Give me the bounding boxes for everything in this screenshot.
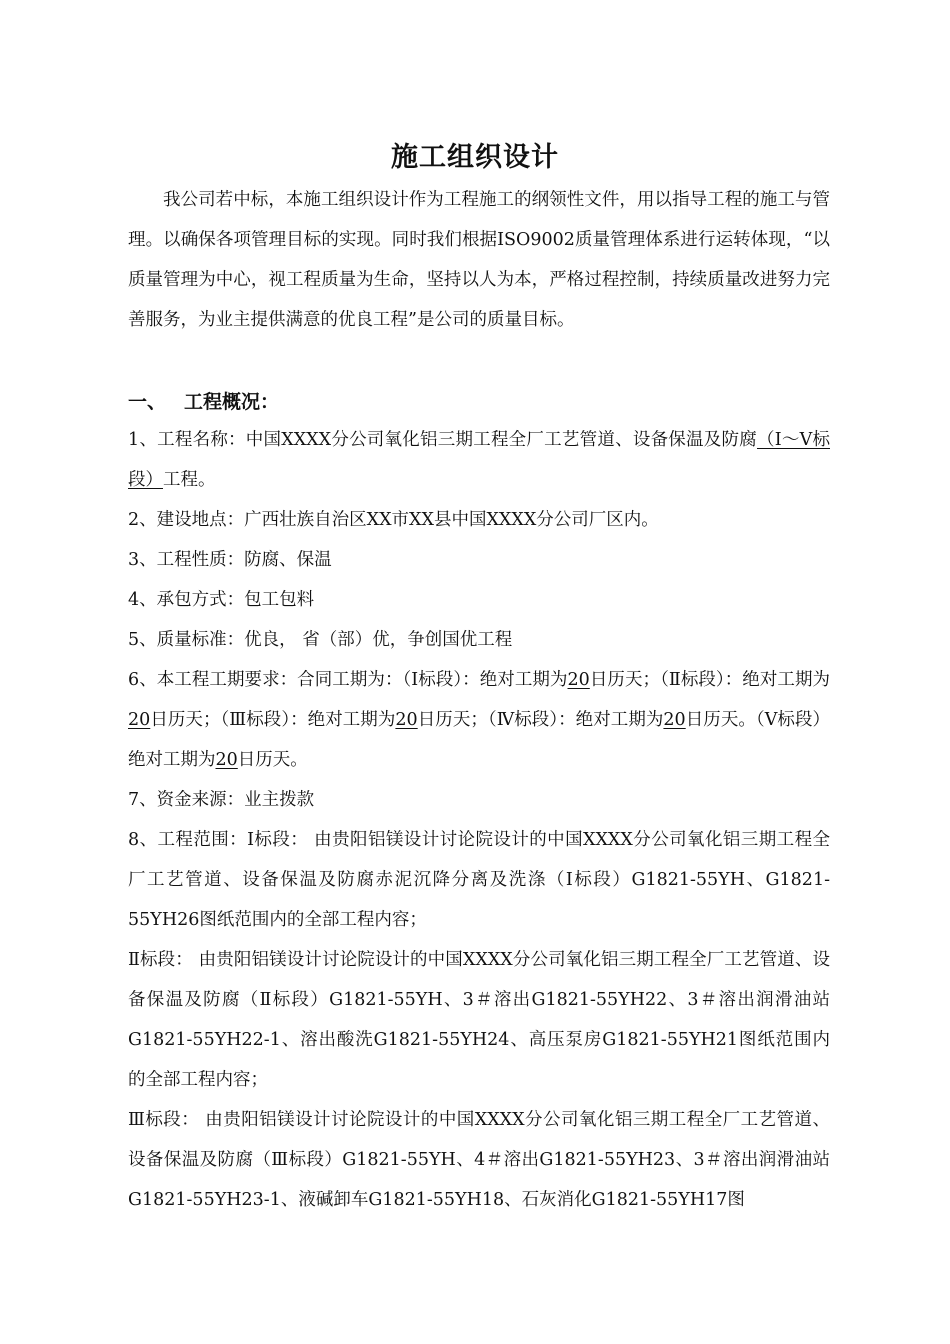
item-text: 日历天。 bbox=[237, 750, 308, 770]
item-text: 6、本工程工期要求：合同工期为：（Ⅰ标段）：绝对工期为 bbox=[128, 670, 568, 690]
list-item-project-name bbox=[128, 420, 830, 500]
duration-value: 20 bbox=[567, 670, 590, 690]
item-text: 日历天；（Ⅱ标段）：绝对工期为 bbox=[589, 670, 830, 690]
item-text: 日历天。（Ⅴ标段）绝对工期为 bbox=[128, 710, 831, 770]
item-text: 日历天；（Ⅲ标段）：绝对工期为 bbox=[150, 710, 396, 730]
item-text: 工程。 bbox=[163, 470, 216, 490]
overview-list bbox=[128, 420, 830, 1220]
duration-value: 20 bbox=[663, 710, 686, 730]
duration-value: 20 bbox=[128, 710, 151, 730]
list-item-nature: 3、工程性质：防腐、保温 bbox=[128, 550, 332, 570]
list-item-contract-mode: 4、承包方式：包工包料 bbox=[128, 590, 315, 610]
list-item-scope-section-2: Ⅱ标段： 由贵阳铝镁设计讨论院设计的中国XXXX分公司氧化铝三期工程全厂工艺管道、设备保温及防腐（Ⅱ标段）G1821-55YH、3＃溶出G1821-55YH22、3＃溶出润滑油站G1821-55YH22-1、溶出酸洗G1821-55YH24、高压泵房G1821-55YH21图纸范围内的全部工程内容； bbox=[128, 950, 830, 1090]
list-item-quality-standard: 5、质量标准：优良， 省（部）优，争创国优工程 bbox=[128, 630, 513, 650]
list-item-scope-section-3: Ⅲ标段： 由贵阳铝镁设计讨论院设计的中国XXXX分公司氧化铝三期工程全厂工艺管道、设备保温及防腐（Ⅲ标段）G1821-55YH、4＃溶出G1821-55YH23、3＃溶出润滑油站G1821-55YH23-1、液碱卸车G1821-55YH18、石灰消化G1821-55YH17图 bbox=[128, 1110, 830, 1210]
section-title: 工程概况： bbox=[184, 391, 280, 413]
list-item-scope-section-1: 8、工程范围：Ⅰ标段： 由贵阳铝镁设计讨论院设计的中国XXXX分公司氧化铝三期工程全厂工艺管道、设备保温及防腐赤泥沉降分离及洗涤（Ⅰ标段）G1821-55YH、G1821-55YH26图纸范围内的全部工程内容； bbox=[128, 830, 830, 930]
underlined-text: （Ⅰ～Ⅴ标段） bbox=[128, 430, 830, 490]
duration-value: 20 bbox=[215, 750, 238, 770]
duration-value: 20 bbox=[395, 710, 418, 730]
intro-paragraph: 我公司若中标，本施工组织设计作为工程施工的纲领性文件，用以指导工程的施工与管理。以确保各项管理目标的实现。同时我们根据ISO9002质量管理体系进行运转体现，“以质量管理为中心，视工程质量为生命，坚持以人为本，严格过程控制，持续质量改进努力完善服务，为业主提供满意的优良工程”是公司的质量目标。 bbox=[128, 190, 830, 330]
section-heading bbox=[128, 382, 279, 422]
section-number: 一、 bbox=[128, 391, 167, 413]
page-title: 施工组织设计 bbox=[391, 142, 559, 173]
intro-section bbox=[128, 180, 830, 340]
list-item-location: 2、建设地点：广西壮族自治区XX市XX县中国XXXX分公司厂区内。 bbox=[128, 510, 659, 530]
item-text: 日历天；（Ⅳ标段）：绝对工期为 bbox=[417, 710, 664, 730]
list-item-schedule bbox=[128, 660, 830, 780]
list-item-funding: 7、资金来源：业主拨款 bbox=[128, 790, 315, 810]
item-text: 1、工程名称：中国XXXX分公司氧化铝三期工程全厂工艺管道、设备保温及防腐 bbox=[128, 430, 757, 450]
